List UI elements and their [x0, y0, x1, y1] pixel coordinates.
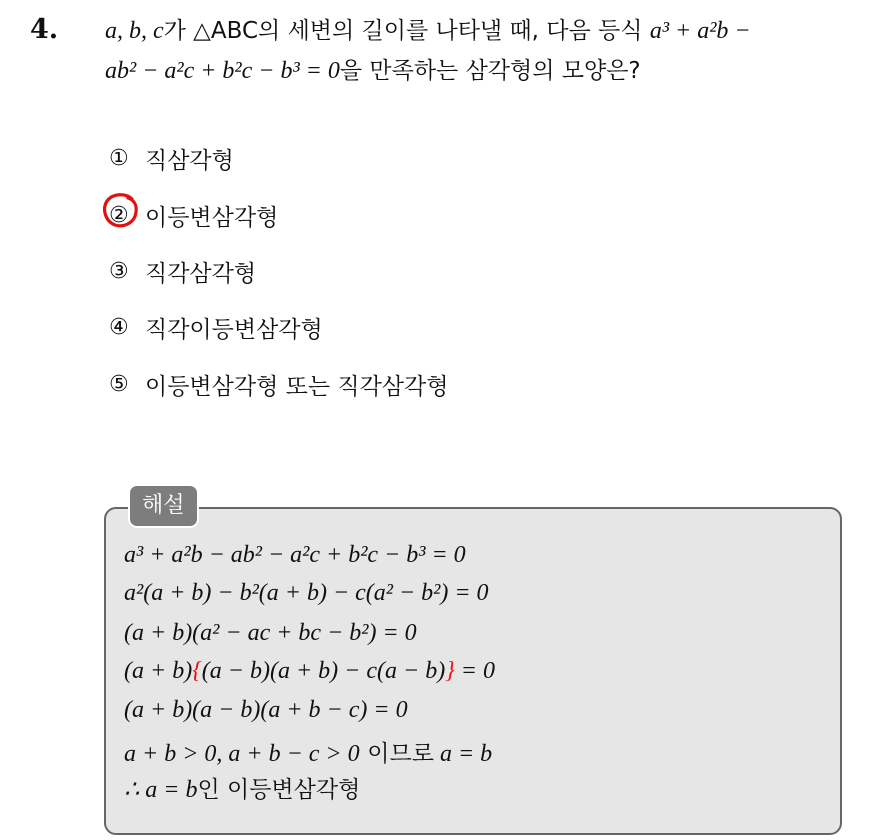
option-label: 직삼각형: [145, 148, 234, 174]
option-label: 이등변삼각형: [145, 205, 279, 231]
question-line-1: [105, 14, 751, 47]
option-1[interactable]: [109, 142, 234, 175]
solution-line-1: a³ + a²b − ab² − a²c + b²c − b³ = 0: [124, 542, 466, 568]
question-number: 4.: [30, 14, 59, 45]
red-close-brace: }: [445, 658, 455, 684]
option-label: 직각이등변삼각형: [145, 317, 323, 343]
option-2[interactable]: [109, 199, 278, 232]
red-open-brace: {: [192, 658, 202, 684]
option-number: ①: [109, 146, 129, 171]
solution-line-6-post: a = b: [433, 741, 493, 767]
option-4[interactable]: [109, 311, 323, 344]
solution-line-7: [124, 771, 360, 804]
question-text-2: 을 만족하는 삼각형의 모양은?: [339, 58, 641, 84]
solution-line-5: (a + b)(a − b)(a + b − c) = 0: [124, 697, 408, 723]
option-5[interactable]: [109, 368, 448, 401]
solution-line-6-pre: a + b > 0, a + b − c > 0: [124, 741, 360, 767]
option-3[interactable]: [109, 255, 256, 288]
solution-line-3: (a + b)(a² − ac + bc − b²) = 0: [124, 620, 417, 646]
question-text-1: 가 △ABC의 세변의 길이를 나타낼 때, 다음 등식: [163, 18, 650, 44]
option-number: ③: [109, 259, 129, 284]
option-label: 이등변삼각형 또는 직각삼각형: [145, 374, 449, 400]
option-label: 직각삼각형: [145, 261, 257, 287]
solution-line-7-pre: ∴ a = b: [124, 777, 198, 803]
solution-line-4-post: = 0: [454, 658, 495, 684]
solution-line-7-ko: 인 이등변삼각형: [197, 777, 361, 803]
solution-line-4-mid: (a − b)(a + b) − c(a − b): [201, 658, 446, 684]
question-line-2: [105, 54, 641, 87]
solution-line-4-pre: (a + b): [124, 658, 193, 684]
equation-part-1: a³ + a²b −: [649, 18, 751, 44]
equation-part-2: ab² − a²c + b²c − b³ = 0: [105, 58, 340, 84]
solution-line-4: [124, 658, 495, 685]
variables: a, b, c: [105, 18, 164, 44]
solution-line-6: [124, 735, 492, 768]
option-number: ⑤: [109, 372, 129, 397]
option-number: ②: [109, 203, 129, 228]
solution-line-6-ko: 이므로: [367, 741, 434, 767]
explanation-tag: 해설: [128, 484, 199, 528]
solution-line-2: a²(a + b) − b²(a + b) − c(a² − b²) = 0: [124, 580, 489, 606]
option-number: ④: [109, 315, 129, 340]
